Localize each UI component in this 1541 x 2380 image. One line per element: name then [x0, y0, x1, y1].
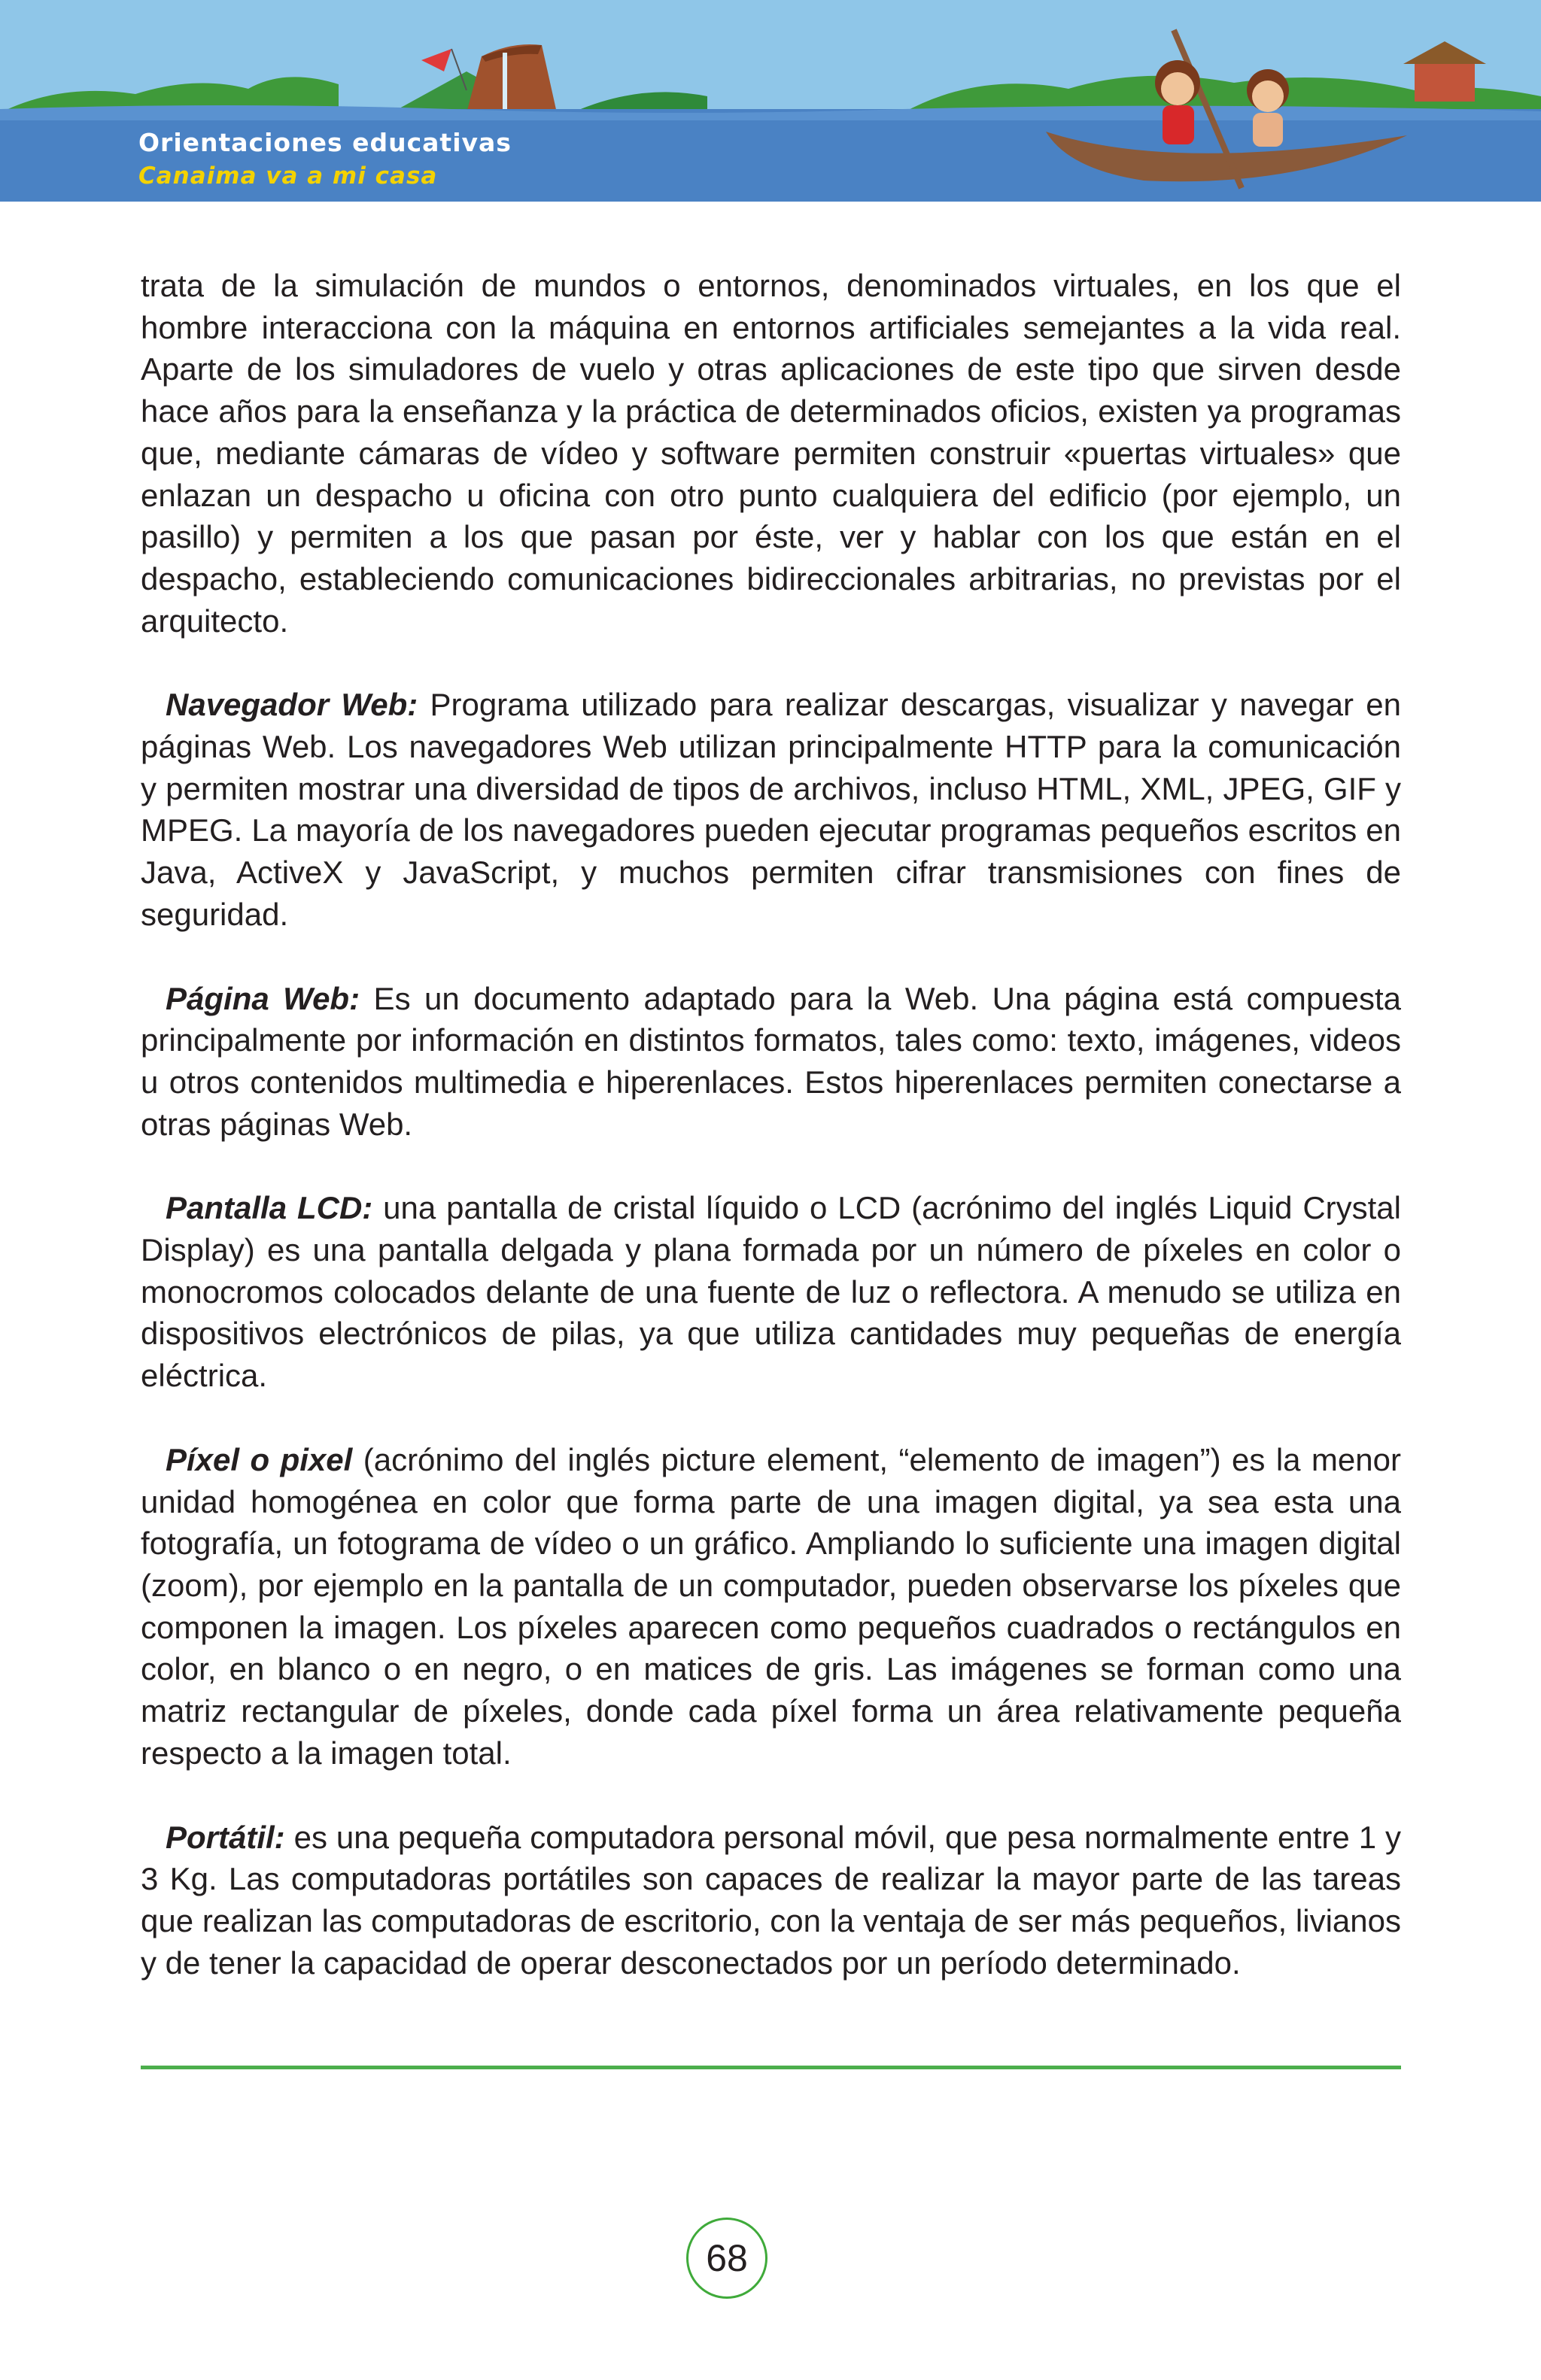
glossary-entry-portatil	[141, 1817, 1401, 1984]
page-number-label: 68	[706, 2237, 748, 2279]
footer-divider	[141, 2066, 1401, 2069]
glossary-definition: (acrónimo del inglés picture element, “elemento de imagen”) es la menor unidad homogénea en color que forma parte de una imagen digital, ya sea esta una fotografía, un fotograma de vídeo o un gráfico. Ampliando lo suficiente una imagen digital (zoom), por ejemplo en la pantalla de un computador, pueden observarse los píxeles que componen la imagen. Los píxeles aparecen como pequeños cuadrados o rectángulos en color, en blanco o en negro, o en matices de gris. Las imágenes se forman como una matriz rectangular de píxeles, donde cada píxel forma un área relativamente pequeña respecto a la imagen total.	[141, 1441, 1401, 1771]
header-subtitle: Canaima va a mi casa	[138, 162, 438, 190]
glossary-term: Píxel o pixel	[166, 1441, 353, 1477]
paragraph-continuation	[141, 265, 1401, 642]
page-number	[686, 2218, 767, 2299]
glossary-definition: Programa utilizado para realizar descargas, visualizar y navegar en páginas Web. Los navegadores Web utilizan principalmente HTTP para la comunicación y permiten mostrar una diversidad de tipos de archivos, incluso HTML, XML, JPEG, GIF y MPEG. La mayoría de los navegadores pueden ejecutar programas pequeños escritos en Java, ActiveX y JavaScript, y muchos permiten cifrar transmisiones con fines de seguridad.	[141, 687, 1401, 932]
header-banner	[0, 0, 1541, 202]
glossary-entry-navegador-web	[141, 684, 1401, 935]
glossary-definition: una pantalla de cristal líquido o LCD (acrónimo del inglés Liquid Crystal Display) es una pantalla delgada y plana formada por un número de píxeles en color o monocromos colocados delante de una fuente de luz o reflectora. A menudo se utiliza en dispositivos electrónicos de pilas, ya que utiliza cantidades muy pequeñas de energía eléctrica.	[141, 1190, 1401, 1394]
glossary-entry-pixel	[141, 1439, 1401, 1774]
glossary-term: Pantalla LCD:	[166, 1190, 373, 1226]
header-title: Orientaciones educativas	[138, 128, 512, 157]
paragraph-text: trata de la simulación de mundos o entornos, denominados virtuales, en los que el hombre interacciona con la máquina en entornos artificiales semejantes a la vida real. Aparte de los simuladores de vuelo y otras aplicaciones de este tipo que sirven desde hace años para la enseñanza y la práctica de determinados oficios, existen ya programas que, mediante cámaras de vídeo y software permiten construir «puertas virtuales» que enlazan un despacho u oficina con otro punto cualquiera del edificio (por ejemplo, un pasillo) y permiten a los que pasan por éste, ver y hablar con los que están en el despacho, estableciendo comunicaciones bidireccionales arbitrarias, no previstas por el arquitecto.	[141, 268, 1401, 639]
glossary-definition: es una pequeña computadora personal móvil, que pesa normalmente entre 1 y 3 Kg. Las computadoras portátiles son capaces de realizar la mayor parte de las tareas que realizan las computadoras de escritorio, con la ventaja de ser más pequeños, livianos y de tener la capacidad de operar desconectados por un período determinado.	[141, 1819, 1401, 1981]
glossary-entry-pagina-web	[141, 978, 1401, 1146]
glossary-entry-pantalla-lcd	[141, 1187, 1401, 1397]
glossary-definition: Es un documento adaptado para la Web. Una página está compuesta principalmente por información en distintos formatos, tales como: texto, imágenes, videos u otros contenidos multimedia e hiperenlaces. Estos hiperenlaces permiten conectarse a otras páginas Web.	[141, 980, 1401, 1142]
glossary-term: Página Web:	[166, 980, 360, 1016]
glossary-content	[141, 265, 1401, 2026]
header-titles	[138, 126, 512, 193]
glossary-term: Navegador Web:	[166, 687, 418, 723]
glossary-term: Portátil:	[166, 1819, 285, 1855]
